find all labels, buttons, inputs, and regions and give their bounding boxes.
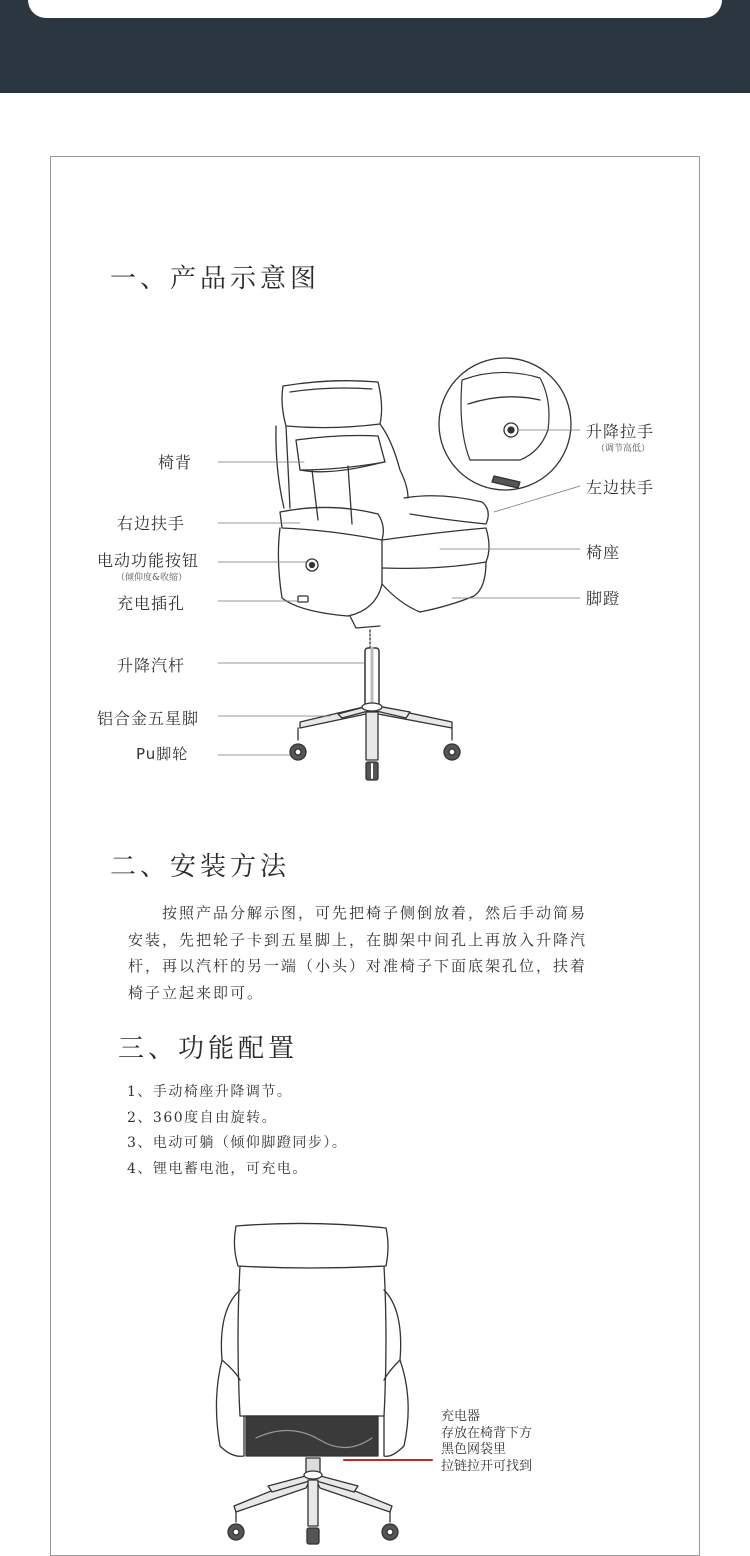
section1-title: 一、产品示意图 [110,264,321,294]
section3-title: 三、功能配置 [118,1034,299,1064]
charger-note-line: 存放在椅背下方 [441,1425,533,1441]
label-footrest: 脚蹬 [586,589,621,608]
label-lift-handle: 升降拉手 [586,422,655,441]
label-power-button: 电动功能按钮 [97,551,200,570]
label-charging-port: 充电插孔 [117,594,186,613]
label-seat: 椅座 [586,543,621,562]
leader-lines [218,430,580,755]
install-line: 杆，再以汽杆的另一端（小头）对准椅子下面底架孔位，扶着 [128,957,588,975]
label-casters: Pu脚轮 [136,745,189,763]
chair-side-diagram [276,381,489,780]
install-line: 安装，先把轮子卡到五星脚上，在脚架中间孔上再放入升降汽 [128,930,588,949]
label-lift-handle-note: （调节高低） [596,444,651,454]
install-line: 椅子立起来即可。 [128,983,265,1002]
charger-note-line: 黑色网袋里 [441,1442,507,1457]
install-line: 按照产品分解示图，可先把椅子侧倒放着，然后手动简易 [162,904,588,922]
charger-note-line: 拉链拉开可找到 [441,1458,533,1474]
charger-note-line: 充电器 [441,1409,481,1424]
chair-back-diagram [216,1223,408,1544]
label-power-button-note: （倾仰度&收缩） [116,573,188,583]
lift-handle-detail [439,358,571,490]
label-right-armrest: 右边扶手 [117,514,186,533]
feature-item: 2、360度自由旋转。 [127,1109,278,1126]
label-gas-lift: 升降汽杆 [117,656,186,675]
label-base: 铝合金五星脚 [97,709,200,728]
label-left-armrest: 左边扶手 [586,478,655,497]
feature-item: 3、电动可躺（倾仰脚蹬同步）。 [127,1135,348,1151]
feature-item: 1、手动椅座升降调节。 [127,1084,293,1100]
feature-item: 4、锂电蓄电池，可充电。 [127,1160,308,1177]
section2-title: 二、安装方法 [110,852,291,882]
label-backrest: 椅背 [158,453,193,472]
